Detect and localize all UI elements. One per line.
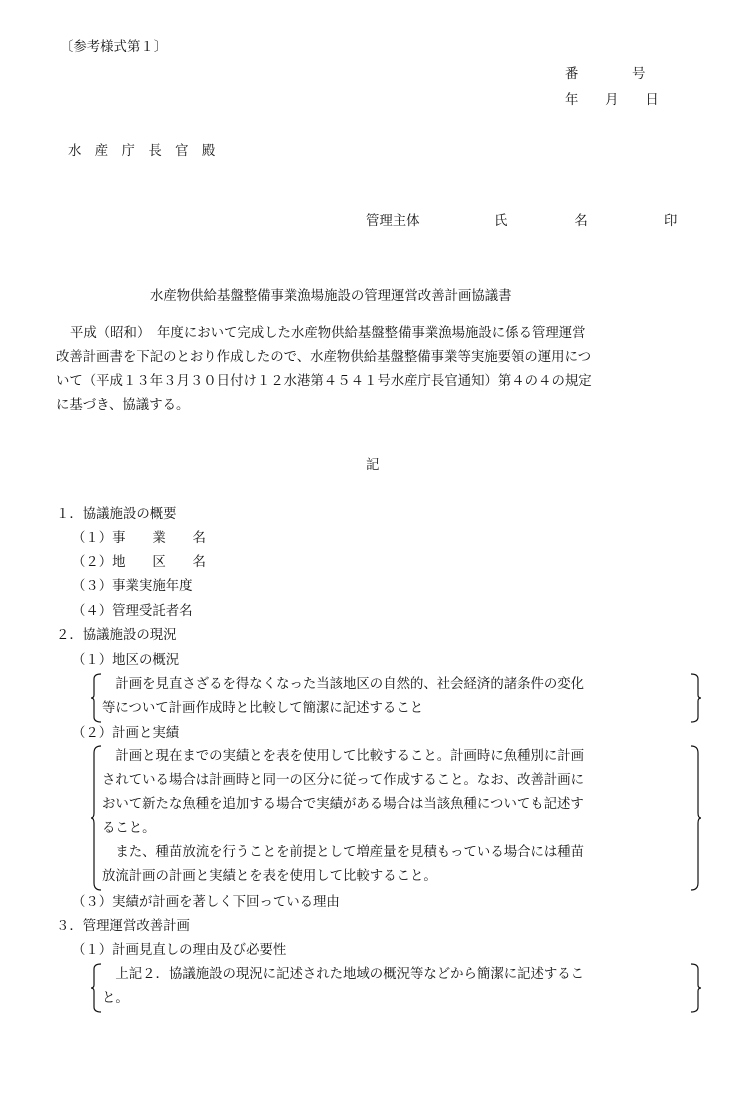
ki-marker: 記 [366, 458, 380, 473]
left-brace-icon [90, 745, 102, 891]
section2-item2: （２）計画と実績 [72, 726, 180, 741]
document-title: 水産物供給基盤整備事業漁場施設の管理運営改善計画協議書 [150, 289, 512, 304]
section2-item3: （３）実績が計画を著しく下回っている理由 [72, 895, 340, 910]
date-label: 年 月 日 [565, 93, 659, 108]
section2-item2-note [90, 745, 690, 891]
left-brace-icon [90, 673, 102, 723]
intro-line: に基づき、協議する。 [56, 398, 190, 413]
intro-line: 平成（昭和） 年度において完成した水産物供給基盤整備事業漁場施設に係る管理運営 [70, 326, 586, 341]
seal-label: 印 [664, 214, 678, 229]
section1-item: （４）管理受託者名 [72, 604, 193, 619]
intro-line: 改善計画書を下記のとおり作成したので、水産物供給基盤整備事業等実施要領の運用につ [56, 350, 592, 365]
note-line: 計画と現在までの実績とを表を使用して比較すること。計画時に魚種別に計画 [102, 749, 585, 764]
note-line: 放流計画の計画と実績とを表を使用して比較すること。 [102, 869, 437, 884]
note-line: 計画を見直さざるを得なくなった当該地区の自然的、社会経済的諸条件の変化 [102, 677, 585, 692]
section2-item1-note [90, 673, 690, 723]
section3-item1: （１）計画見直しの理由及び必要性 [72, 943, 287, 958]
note-line: 上記２．協議施設の現況に記述された地域の概況等などから簡潔に記述するこ [102, 967, 585, 982]
right-brace-icon [690, 673, 702, 723]
section1-item: （３）事業実施年度 [72, 579, 193, 594]
right-brace-icon [690, 963, 702, 1013]
note-line: また、種苗放流を行うことを前提として増産量を見積もっている場合には種苗 [102, 845, 585, 860]
left-brace-icon [90, 963, 102, 1013]
sender-name-label: 氏 名 [494, 214, 588, 229]
document-number-label: 番 号 [565, 67, 646, 82]
section1-item: （１）事 業 名 [72, 531, 206, 546]
section3-item1-note [90, 963, 690, 1013]
note-line: おいて新たな魚種を追加する場合で実績がある場合は当該魚種についても記述す [102, 797, 584, 812]
sender-org-label: 管理主体 [366, 214, 420, 229]
section1-heading: １．協議施設の概要 [56, 507, 177, 522]
section1-item: （２）地 区 名 [72, 555, 206, 570]
note-line: されている場合は計画時と同一の区分に従って作成すること。なお、改善計画に [102, 773, 585, 788]
section3-heading: ３．管理運営改善計画 [56, 919, 190, 934]
right-brace-icon [690, 745, 702, 891]
section2-item1: （１）地区の概況 [72, 653, 180, 668]
form-reference: 〔参考様式第１〕 [60, 40, 168, 55]
note-line: ること。 [102, 821, 156, 836]
addressee: 水 産 庁 長 官 殿 [68, 144, 216, 159]
note-line: と。 [102, 991, 129, 1006]
note-line: 等について計画作成時と比較して簡潔に記述すること [102, 701, 424, 716]
section2-heading: ２．協議施設の現況 [56, 628, 177, 643]
intro-line: いて（平成１３年３月３０日付け１２水港第４５４１号水産庁長官通知）第４の４の規定 [56, 374, 592, 389]
intro-paragraph [56, 322, 696, 418]
